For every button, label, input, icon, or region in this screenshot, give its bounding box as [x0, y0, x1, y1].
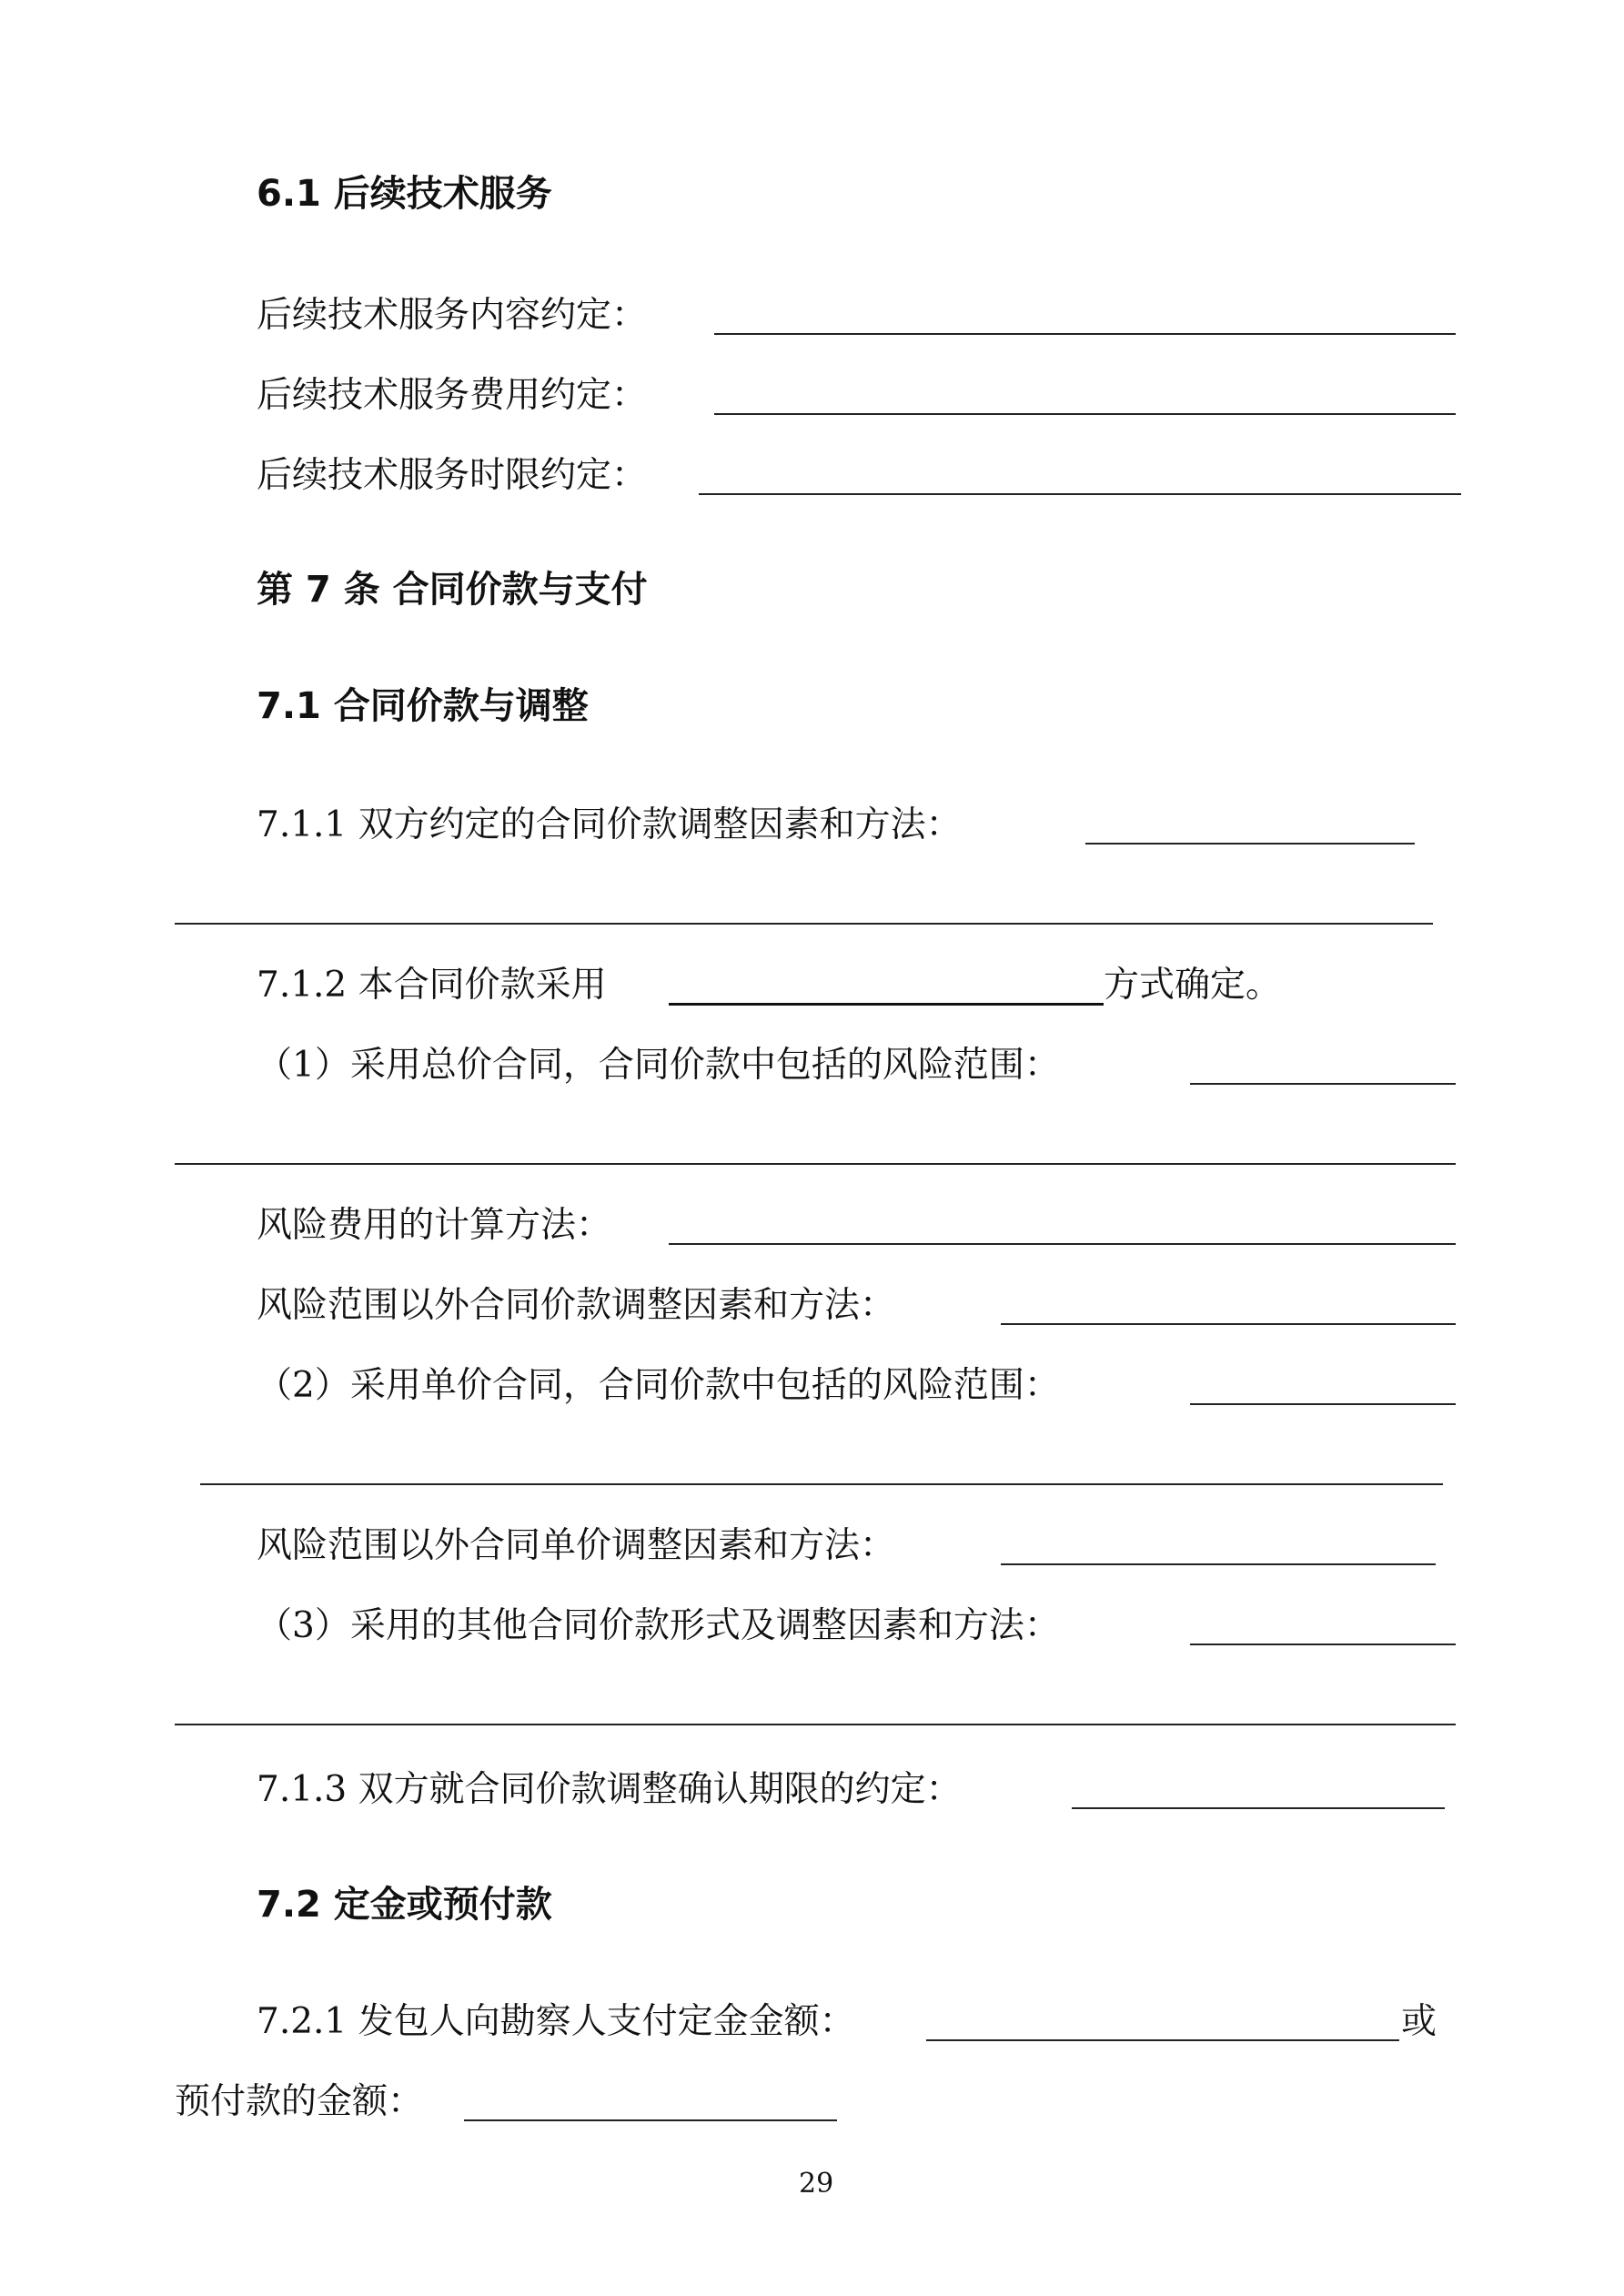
- s721-deposit-blank[interactable]: [926, 2039, 1399, 2041]
- s61-term-blank[interactable]: [699, 493, 1461, 495]
- s61-content-label: 后续技术服务内容约定：: [257, 295, 648, 336]
- item-3-blank[interactable]: [1190, 1644, 1456, 1645]
- risk-outside-price-label: 风险范围以外合同价款调整因素和方法：: [257, 1285, 896, 1326]
- s61-title: 6.1 后续技术服务: [257, 173, 552, 215]
- item-2-blank-line2[interactable]: [200, 1483, 1443, 1485]
- s711-label: 7.1.1 双方约定的合同价款调整因素和方法：: [257, 804, 962, 845]
- article-7-title: 第 7 条 合同价款与支付: [257, 569, 648, 611]
- item-1-label: （1）采用总价合同，合同价款中包括的风险范围：: [257, 1045, 1060, 1086]
- s712-prefix: 7.1.2 本合同价款采用: [257, 965, 607, 1006]
- s61-content-blank[interactable]: [714, 333, 1456, 335]
- item-2-label: （2）采用单价合同，合同价款中包括的风险范围：: [257, 1365, 1060, 1406]
- risk-fee-calc-label: 风险费用的计算方法：: [257, 1205, 612, 1246]
- item-2-blank[interactable]: [1190, 1403, 1456, 1405]
- s711-blank[interactable]: [1085, 843, 1415, 845]
- s721-advance-blank[interactable]: [464, 2119, 837, 2121]
- item-1-blank-line2[interactable]: [175, 1163, 1456, 1165]
- s61-fee-blank[interactable]: [714, 413, 1456, 415]
- item-1-blank[interactable]: [1190, 1083, 1456, 1085]
- s61-term-label: 后续技术服务时限约定：: [257, 455, 648, 496]
- s721-prefix: 7.2.1 发包人向勘察人支付定金金额：: [257, 2001, 855, 2042]
- s71-title: 7.1 合同价款与调整: [257, 685, 589, 727]
- s61-fee-label: 后续技术服务费用约定：: [257, 375, 648, 416]
- page-number: 29: [799, 2168, 834, 2200]
- s712-suffix: 方式确定。: [1104, 965, 1282, 1006]
- s713-blank[interactable]: [1072, 1807, 1445, 1809]
- s721-or: 或: [1401, 2001, 1437, 2042]
- s721-advance-label: 预付款的金额：: [175, 2081, 424, 2122]
- s711-blank-line2[interactable]: [175, 923, 1433, 925]
- item-3-blank-line2[interactable]: [175, 1724, 1456, 1725]
- s713-label: 7.1.3 双方就合同价款调整确认期限的约定：: [257, 1769, 962, 1810]
- risk-fee-calc-blank[interactable]: [669, 1243, 1456, 1245]
- item-3-label: （3）采用的其他合同价款形式及调整因素和方法：: [257, 1605, 1060, 1646]
- risk-outside-price-blank[interactable]: [1001, 1323, 1456, 1325]
- risk-outside-unit-blank[interactable]: [1001, 1563, 1436, 1565]
- s72-title: 7.2 定金或预付款: [257, 1884, 552, 1926]
- s712-blank[interactable]: [669, 1003, 1104, 1006]
- risk-outside-unit-label: 风险范围以外合同单价调整因素和方法：: [257, 1525, 896, 1566]
